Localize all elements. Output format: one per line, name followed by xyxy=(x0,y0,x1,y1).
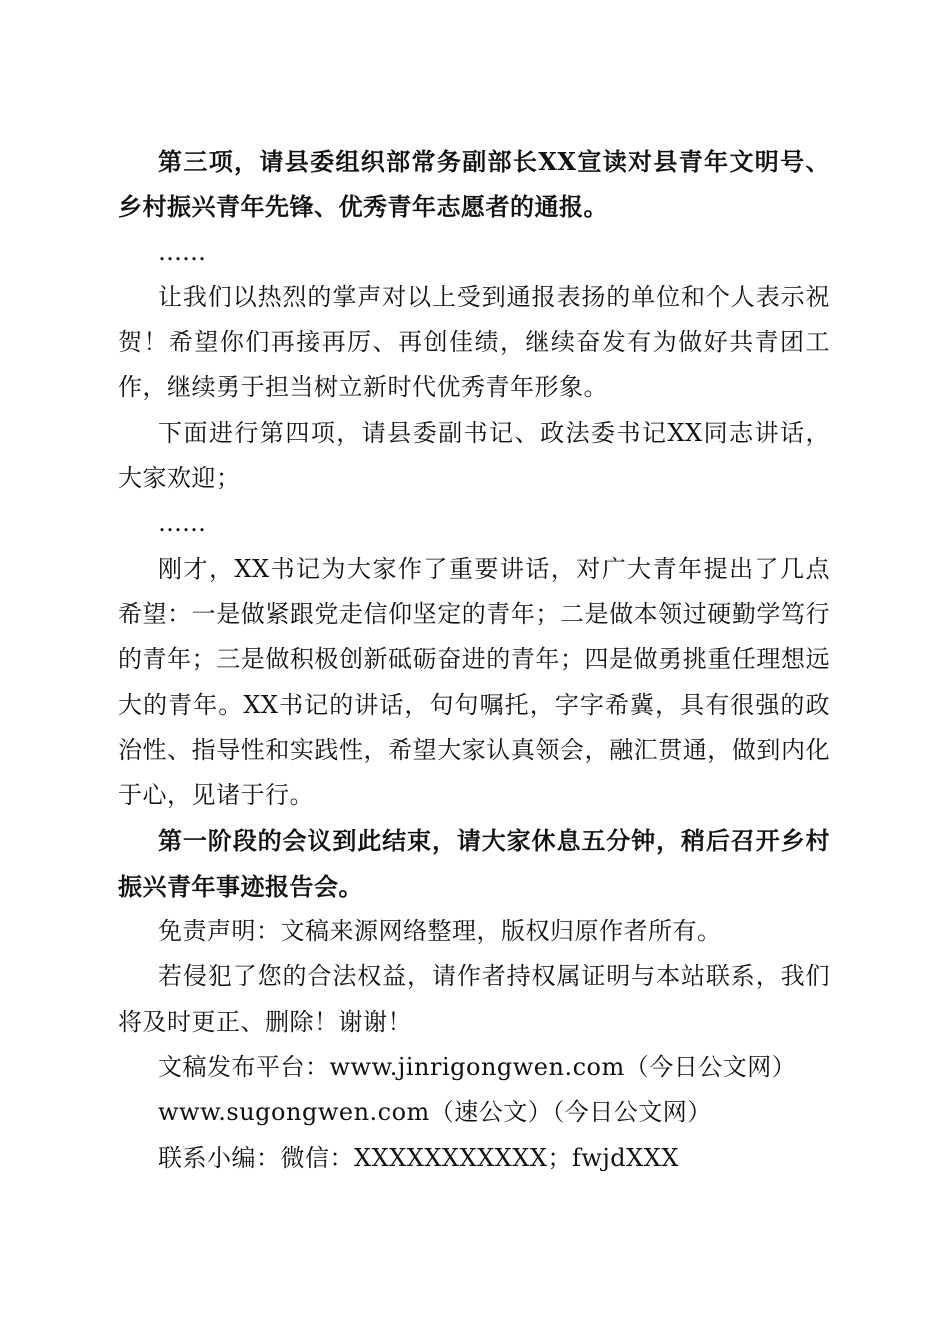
paragraph-congratulations: 让我们以热烈的掌声对以上受到通报表扬的单位和个人表示祝贺！希望你们再接再厉、再创佳绩，继续奋发有为做好共青团工作，继续勇于担当树立新时代优秀青年形象。 xyxy=(118,282,830,402)
paragraph-ellipsis-2: …… xyxy=(158,509,206,538)
paragraph-session-close: 第一阶段的会议到此结束，请大家休息五分钟，稍后召开乡村振兴青年事迹报告会。 xyxy=(118,826,830,901)
paragraph-speech-summary: 刚才，XX书记为大家作了重要讲话，对广大青年提出了几点希望：一是做紧跟党走信仰坚定的青年；二是做本领过硬勤学笃行的青年；三是做积极创新砥砺奋进的青年；四是做勇挑重任理想远大的青年。XX书记的讲话，句句嘱托，字字希冀，具有很强的政治性、指导性和实践性，希望大家认真领会，融汇贯通，做到内化于心，见诸于行。 xyxy=(118,554,830,810)
paragraph-publish-platform: 文稿发布平台：www.jinrigongwen.com（今日公文网） xyxy=(158,1052,797,1081)
paragraph-website-sugongwen: www.sugongwen.com（速公文）（今日公文网） xyxy=(158,1098,712,1127)
paragraph-ellipsis-1: …… xyxy=(158,237,206,266)
paragraph-disclaimer: 免责声明：文稿来源网络整理，版权归原作者所有。 xyxy=(158,917,722,946)
paragraph-item-three-announcement: 第三项，请县委组织部常务副部长XX宣读对县青年文明号、乡村振兴青年先锋、优秀青年志愿者的通报。 xyxy=(118,147,830,222)
paragraph-item-four-speech: 下面进行第四项，请县委副书记、政法委书记XX同志讲话，大家欢迎； xyxy=(118,418,830,493)
paragraph-contact-editor: 联系小编：微信：XXXXXXXXXXX；fwjdXXX xyxy=(158,1143,679,1172)
document-body xyxy=(118,139,830,1181)
paragraph-infringement-notice: 若侵犯了您的合法权益，请作者持权属证明与本站联系，我们将及时更正、删除！谢谢！ xyxy=(118,962,830,1036)
